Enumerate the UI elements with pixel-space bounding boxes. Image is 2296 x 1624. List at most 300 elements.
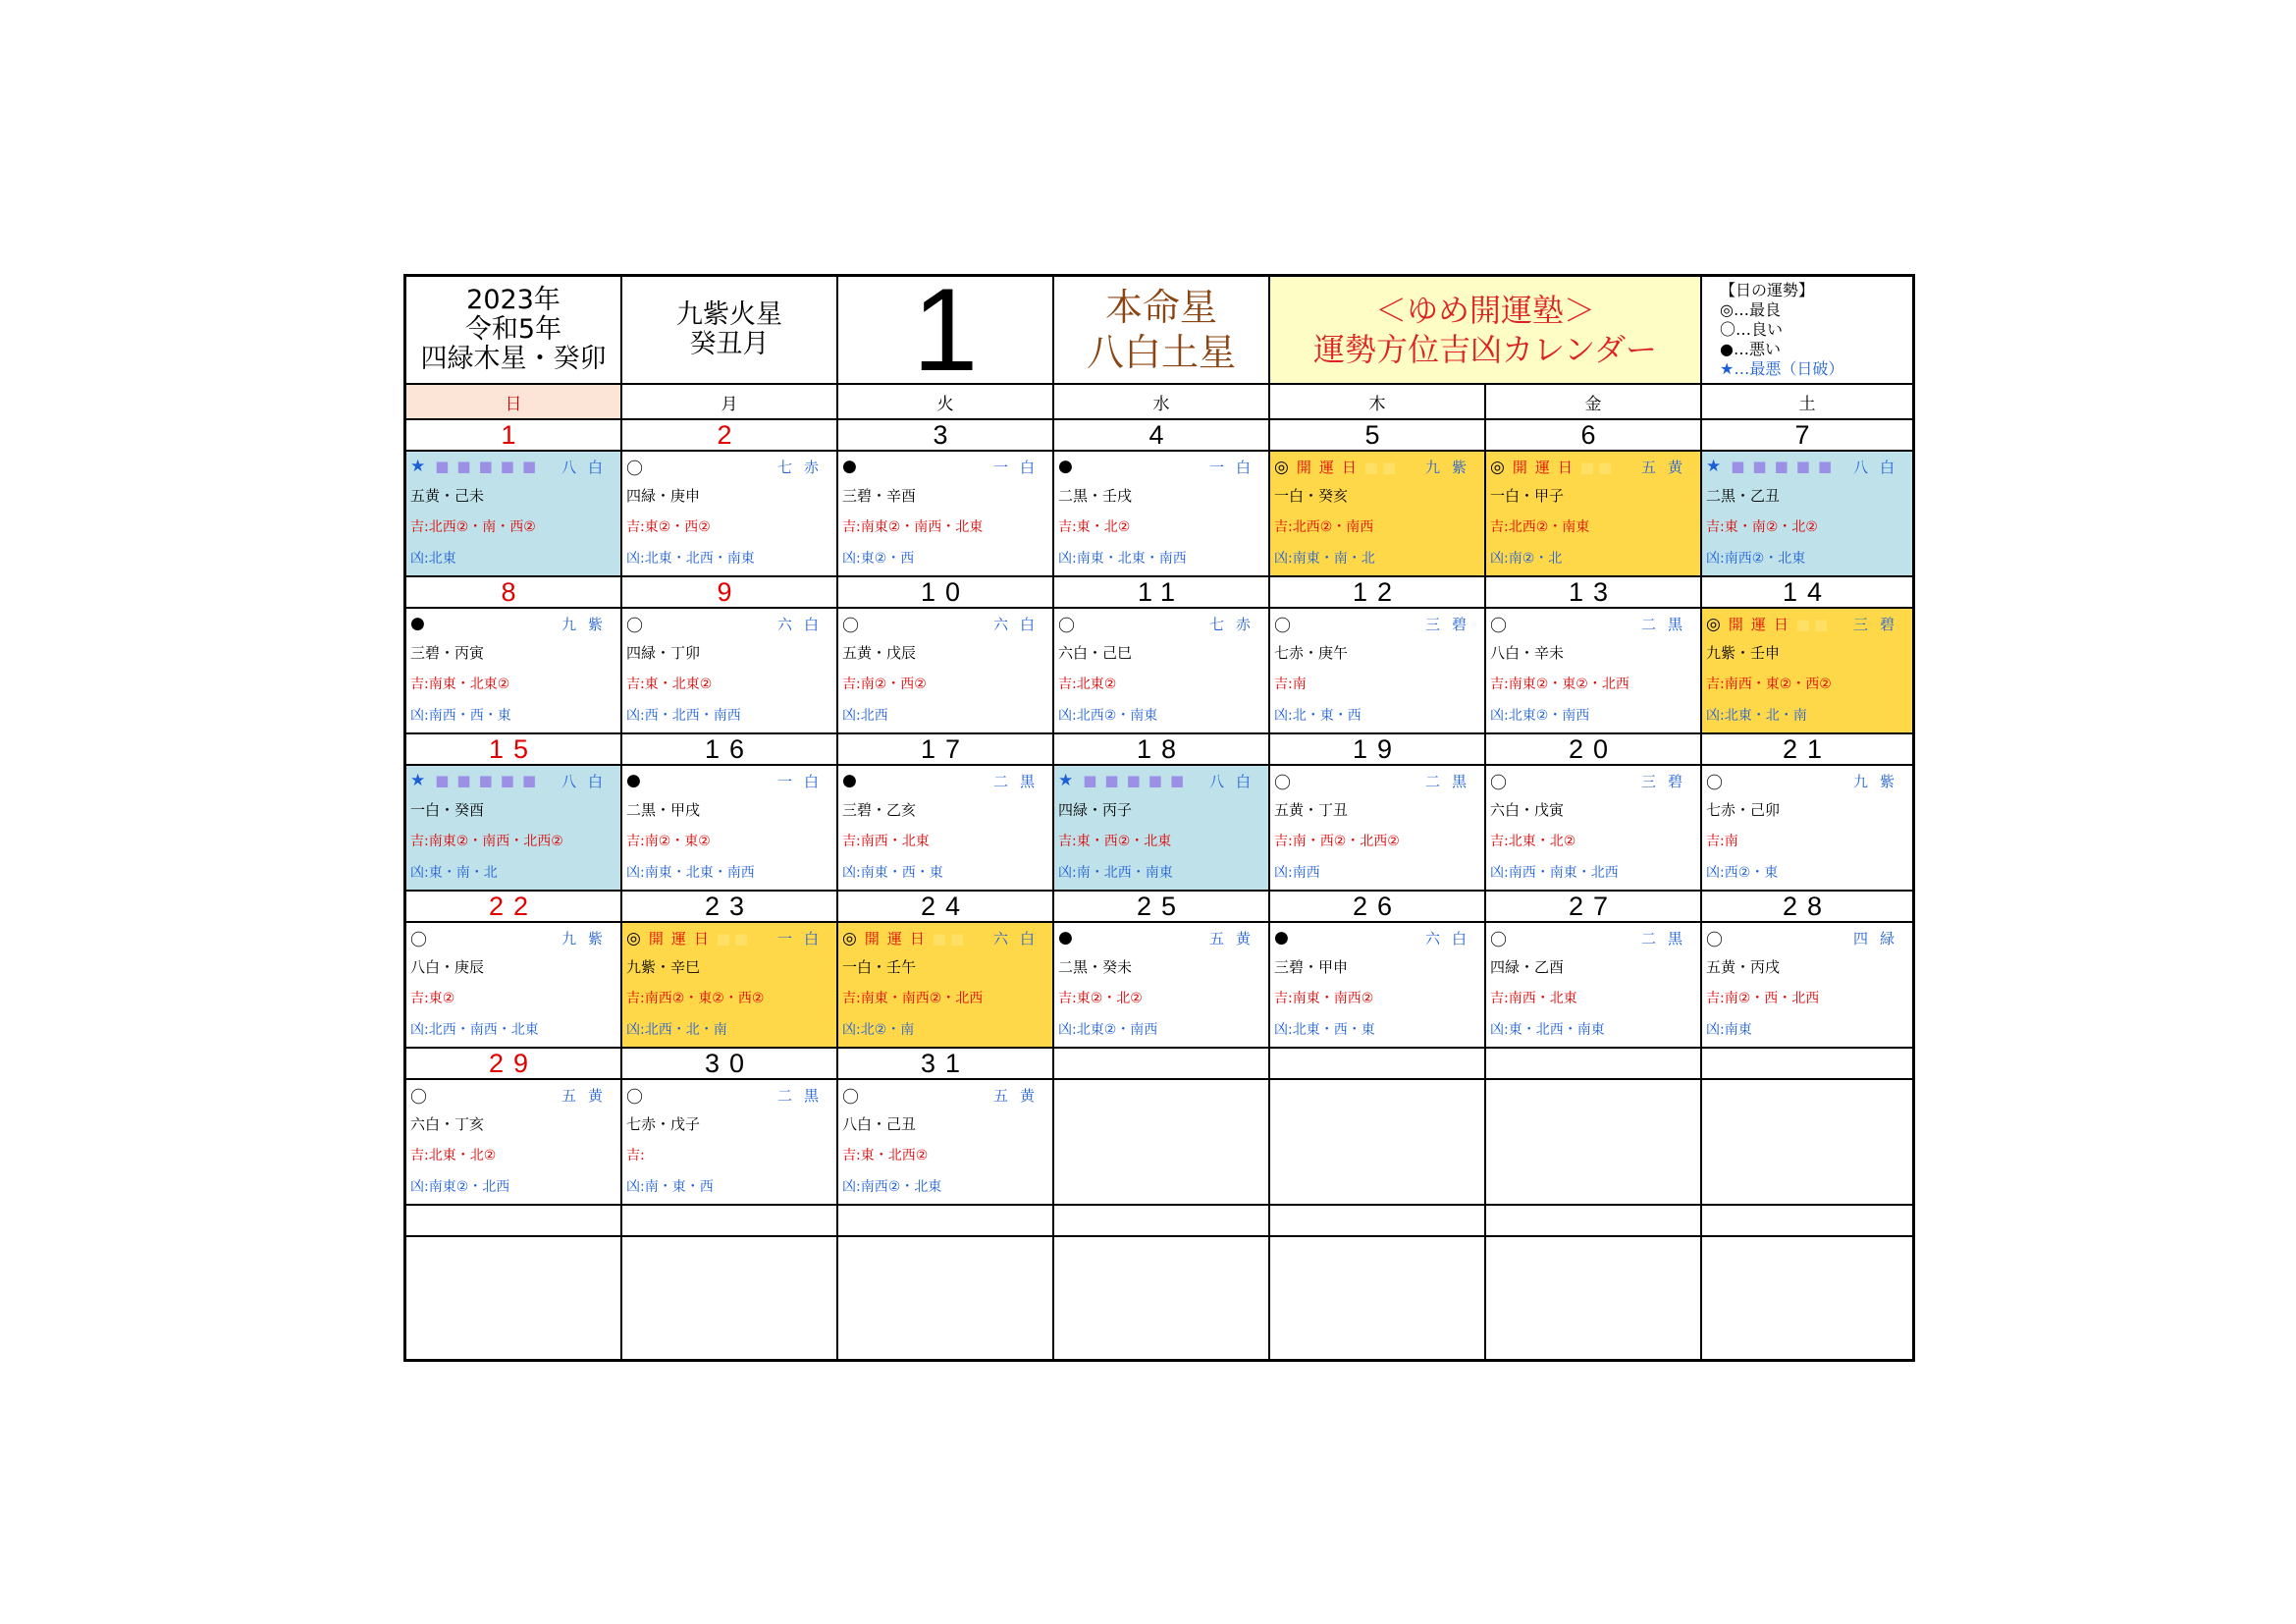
decor-squares-icon: ■■ bbox=[1363, 458, 1401, 476]
day-kanshi: 九紫・辛巳 bbox=[626, 958, 701, 976]
day-fortune-line bbox=[626, 613, 830, 634]
day-star: 八白 bbox=[1852, 458, 1906, 476]
day-star: 九紫 bbox=[561, 615, 614, 633]
day-fortune-line bbox=[1490, 1241, 1694, 1263]
lucky-directions: 吉:東②・北② bbox=[1058, 991, 1143, 1006]
day-cell bbox=[838, 1080, 1054, 1206]
day-star: 八白 bbox=[1208, 772, 1262, 790]
day-cell bbox=[406, 1237, 622, 1361]
lucky-directions: 吉:南東・南西② bbox=[1274, 991, 1374, 1006]
day-cell bbox=[1702, 923, 1912, 1049]
day-kanshi: 三碧・丙寅 bbox=[410, 644, 485, 662]
day-number bbox=[1702, 1206, 1912, 1237]
day-kanshi: 三碧・甲申 bbox=[1274, 958, 1349, 976]
day-fortune-line bbox=[626, 770, 830, 791]
unlucky-directions: 凶:北東・北・南 bbox=[1706, 708, 1807, 724]
lucky-directions: 吉:北西②・南・西② bbox=[410, 519, 536, 535]
day-number: 18 bbox=[1054, 734, 1270, 766]
fortune-left bbox=[1706, 614, 1832, 634]
unlucky-directions: 凶:北西②・南東 bbox=[1058, 708, 1158, 724]
fortune-mark-icon: 〇 bbox=[410, 930, 427, 950]
unlucky-directions: 凶:南西 bbox=[1274, 865, 1320, 881]
fortune-left bbox=[842, 1083, 859, 1108]
fortune-mark-icon: 〇 bbox=[1490, 930, 1507, 950]
day-number: 21 bbox=[1702, 734, 1912, 766]
lucky-directions: 吉:北西②・南東 bbox=[1490, 519, 1590, 535]
day-cell bbox=[406, 452, 622, 577]
fortune-left bbox=[1706, 769, 1723, 793]
day-star: 二黒 bbox=[776, 1086, 830, 1105]
day-fortune-line bbox=[626, 456, 830, 477]
day-number: 6 bbox=[1486, 420, 1702, 452]
title-line-1: ＜ゆめ開運塾＞ bbox=[1374, 292, 1595, 329]
day-fortune-line bbox=[1490, 770, 1694, 791]
year-star-label: 四緑木星・癸卯 bbox=[420, 344, 607, 374]
honmei-cell bbox=[1054, 277, 1270, 385]
fortune-left bbox=[626, 612, 643, 636]
day-number: 29 bbox=[406, 1049, 622, 1080]
day-cell bbox=[1054, 609, 1270, 734]
day-cell bbox=[1270, 609, 1486, 734]
fortune-mark-icon: 〇 bbox=[1490, 616, 1507, 636]
unlucky-directions: 凶:南②・北 bbox=[1490, 551, 1563, 567]
unlucky-directions: 凶:北東・西・東 bbox=[1274, 1022, 1375, 1038]
unlucky-directions: 凶:北東②・南西 bbox=[1490, 708, 1590, 724]
decor-squares-icon: ■■■■■ bbox=[1083, 772, 1193, 789]
day-kanshi: 五黄・戊辰 bbox=[842, 644, 917, 662]
fortune-left bbox=[1490, 926, 1507, 950]
day-number: 25 bbox=[1054, 892, 1270, 923]
fortune-mark-icon: ● bbox=[626, 771, 641, 790]
lucky-directions: 吉:東・西②・北東 bbox=[1058, 834, 1172, 849]
day-fortune-line bbox=[1274, 1241, 1478, 1263]
day-kanshi: 八白・己丑 bbox=[842, 1115, 917, 1133]
kaiun-label: 開運日 bbox=[1512, 458, 1580, 476]
day-star: 九紫 bbox=[1424, 458, 1478, 476]
day-cell bbox=[838, 452, 1054, 577]
day-number: 10 bbox=[838, 577, 1054, 609]
day-star: 七赤 bbox=[1208, 615, 1262, 633]
day-star: 九紫 bbox=[1852, 772, 1906, 790]
day-kanshi: 一白・癸酉 bbox=[410, 801, 485, 819]
fortune-calendar bbox=[403, 274, 1915, 1362]
day-number bbox=[406, 1206, 622, 1237]
day-number: 30 bbox=[622, 1049, 838, 1080]
fortune-left bbox=[1490, 612, 1507, 636]
day-kanshi: 二黒・癸未 bbox=[1058, 958, 1133, 976]
day-number: 27 bbox=[1486, 892, 1702, 923]
fortune-mark-icon: 〇 bbox=[626, 1087, 643, 1108]
fortune-left bbox=[842, 771, 857, 790]
lucky-directions: 吉:南 bbox=[1706, 834, 1738, 849]
month-info bbox=[622, 277, 838, 385]
lucky-directions: 吉:北東・北② bbox=[1490, 834, 1576, 849]
fortune-left bbox=[410, 1083, 427, 1108]
lucky-directions: 吉:東②・西② bbox=[626, 519, 711, 535]
lucky-directions: 吉:南西・北東 bbox=[842, 834, 930, 849]
day-number: 26 bbox=[1270, 892, 1486, 923]
decor-squares-icon: ■■ bbox=[716, 929, 753, 947]
day-fortune-line bbox=[842, 613, 1046, 634]
unlucky-directions: 凶:北東・北西・南東 bbox=[626, 551, 755, 567]
day-cell bbox=[406, 1080, 622, 1206]
day-cell bbox=[1054, 1080, 1270, 1206]
day-kanshi: 一白・甲子 bbox=[1490, 487, 1565, 505]
day-number bbox=[622, 1206, 838, 1237]
day-number: 23 bbox=[622, 892, 838, 923]
fortune-mark-icon: ● bbox=[1058, 928, 1073, 947]
day-star: 二黒 bbox=[1640, 929, 1694, 947]
decor-squares-icon: ■■ bbox=[932, 929, 969, 947]
kaiun-label: 開運日 bbox=[648, 929, 717, 947]
lucky-directions: 吉:北東② bbox=[1058, 677, 1117, 692]
day-cell bbox=[838, 923, 1054, 1049]
day-fortune-line bbox=[1058, 927, 1262, 948]
legend-title: 【日の運勢】 bbox=[1720, 281, 1815, 299]
fortune-mark-icon: ● bbox=[842, 457, 857, 476]
unlucky-directions: 凶:南東・南・北 bbox=[1274, 551, 1375, 567]
day-fortune-line bbox=[1274, 613, 1478, 634]
day-cell bbox=[1486, 1080, 1702, 1206]
fortune-left bbox=[410, 771, 544, 790]
lucky-directions: 吉:東・南②・北② bbox=[1706, 519, 1818, 535]
honmei-label: 本命星 bbox=[1104, 286, 1217, 329]
month-number-cell bbox=[838, 277, 1054, 385]
unlucky-directions: 凶:北②・南 bbox=[842, 1022, 915, 1038]
day-number: 8 bbox=[406, 577, 622, 609]
fortune-mark-icon: ● bbox=[1274, 928, 1289, 947]
fortune-left bbox=[1058, 771, 1192, 790]
day-kanshi: 二黒・甲戌 bbox=[626, 801, 701, 819]
lucky-directions: 吉:南・西②・北西② bbox=[1274, 834, 1400, 849]
day-fortune-line bbox=[1490, 1084, 1694, 1106]
fortune-left bbox=[1274, 612, 1291, 636]
lucky-directions: 吉:北西②・南西 bbox=[1274, 519, 1374, 535]
day-number: 13 bbox=[1486, 577, 1702, 609]
day-cell bbox=[406, 609, 622, 734]
unlucky-directions: 凶:西②・東 bbox=[1706, 865, 1779, 881]
day-number: 17 bbox=[838, 734, 1054, 766]
day-cell bbox=[1054, 452, 1270, 577]
kaiun-label: 開運日 bbox=[864, 929, 933, 947]
unlucky-directions: 凶:南東②・北西 bbox=[410, 1179, 510, 1195]
day-fortune-line bbox=[1706, 456, 1906, 477]
day-cell bbox=[1054, 766, 1270, 892]
day-star: 九紫 bbox=[561, 929, 614, 947]
legend bbox=[1702, 277, 1912, 385]
day-fortune-line bbox=[842, 927, 1046, 948]
day-kanshi: 六白・戊寅 bbox=[1490, 801, 1565, 819]
day-fortune-line bbox=[1274, 770, 1478, 791]
day-number: 16 bbox=[622, 734, 838, 766]
decor-squares-icon: ■■■■■ bbox=[435, 458, 545, 475]
fortune-left bbox=[1274, 769, 1291, 793]
legend-best: ◎…最良 bbox=[1720, 300, 1781, 319]
unlucky-directions: 凶:東・北西・南東 bbox=[1490, 1022, 1605, 1038]
day-star: 一白 bbox=[776, 929, 830, 947]
day-fortune-line bbox=[626, 927, 830, 948]
day-star: 五黄 bbox=[992, 1086, 1046, 1105]
fortune-left bbox=[410, 457, 544, 476]
kaiun-label: 開運日 bbox=[1728, 615, 1796, 633]
day-kanshi: 九紫・壬申 bbox=[1706, 644, 1781, 662]
unlucky-directions: 凶:南西・南東・北西 bbox=[1490, 865, 1619, 881]
day-cell bbox=[1702, 1237, 1912, 1361]
fortune-left bbox=[1706, 457, 1840, 476]
lucky-directions: 吉:南東②・東②・北西 bbox=[1490, 677, 1629, 692]
fortune-left bbox=[410, 926, 427, 950]
fortune-left bbox=[626, 455, 643, 479]
day-fortune-line bbox=[1274, 1084, 1478, 1106]
day-star: 六白 bbox=[992, 615, 1046, 633]
day-fortune-line bbox=[410, 1084, 614, 1106]
day-kanshi: 三碧・乙亥 bbox=[842, 801, 917, 819]
day-fortune-line bbox=[1706, 613, 1906, 634]
lucky-directions: 吉:東・北② bbox=[1058, 519, 1131, 535]
day-number: 31 bbox=[838, 1049, 1054, 1080]
day-fortune-line bbox=[1274, 927, 1478, 948]
day-fortune-line bbox=[1490, 613, 1694, 634]
day-kanshi: 三碧・辛酉 bbox=[842, 487, 917, 505]
day-cell bbox=[1054, 923, 1270, 1049]
day-cell bbox=[622, 923, 838, 1049]
year-info bbox=[406, 277, 622, 385]
unlucky-directions: 凶:南東・北東・南西 bbox=[626, 865, 755, 881]
fortune-mark-icon: ◎ bbox=[1274, 457, 1289, 477]
day-cell bbox=[1270, 1080, 1486, 1206]
day-cell bbox=[838, 766, 1054, 892]
unlucky-directions: 凶:南東 bbox=[1706, 1022, 1752, 1038]
day-number: 3 bbox=[838, 420, 1054, 452]
day-number: 28 bbox=[1702, 892, 1912, 923]
day-number: 9 bbox=[622, 577, 838, 609]
day-cell bbox=[1486, 452, 1702, 577]
day-fortune-line bbox=[410, 770, 614, 791]
day-number: 22 bbox=[406, 892, 622, 923]
fortune-mark-icon: ◎ bbox=[1706, 614, 1721, 634]
day-cell bbox=[1270, 452, 1486, 577]
fortune-left bbox=[1490, 457, 1616, 477]
day-kanshi: 八白・庚辰 bbox=[410, 958, 485, 976]
fortune-mark-icon: ★ bbox=[410, 457, 426, 476]
day-star: 三碧 bbox=[1852, 615, 1906, 633]
day-star: 二黒 bbox=[1424, 772, 1478, 790]
lucky-directions: 吉:南東・北東② bbox=[410, 677, 510, 692]
day-cell bbox=[406, 766, 622, 892]
day-star: 四緑 bbox=[1852, 929, 1906, 947]
legend-good: 〇…良い bbox=[1720, 320, 1784, 339]
day-fortune-line bbox=[410, 456, 614, 477]
day-cell bbox=[1054, 1237, 1270, 1361]
day-kanshi: 七赤・己卯 bbox=[1706, 801, 1781, 819]
fortune-mark-icon: ◎ bbox=[1490, 457, 1505, 477]
day-cell bbox=[622, 766, 838, 892]
day-cell bbox=[622, 452, 838, 577]
day-star: 二黒 bbox=[992, 772, 1046, 790]
weekday-sun: 日 bbox=[406, 385, 622, 420]
day-cell bbox=[1486, 766, 1702, 892]
day-star: 八白 bbox=[561, 772, 614, 790]
day-fortune-line bbox=[626, 1084, 830, 1106]
fortune-mark-icon: ★ bbox=[410, 771, 426, 790]
lucky-directions: 吉:南②・西・北西 bbox=[1706, 991, 1820, 1006]
fortune-left bbox=[626, 928, 752, 948]
day-cell bbox=[622, 609, 838, 734]
day-cell bbox=[1486, 1237, 1702, 1361]
fortune-mark-icon: ● bbox=[842, 771, 857, 790]
day-fortune-line bbox=[1706, 1241, 1906, 1263]
month-star-label: 九紫火星 bbox=[676, 299, 782, 330]
fortune-left bbox=[1058, 612, 1075, 636]
unlucky-directions: 凶:北西 bbox=[842, 708, 888, 724]
fortune-left bbox=[410, 614, 425, 633]
day-kanshi: 二黒・壬戌 bbox=[1058, 487, 1133, 505]
unlucky-directions: 凶:北・東・西 bbox=[1274, 708, 1362, 724]
day-number bbox=[838, 1206, 1054, 1237]
day-number: 12 bbox=[1270, 577, 1486, 609]
fortune-mark-icon: ◎ bbox=[842, 928, 857, 948]
fortune-mark-icon: 〇 bbox=[626, 616, 643, 636]
day-star: 三碧 bbox=[1640, 772, 1694, 790]
day-number bbox=[1486, 1206, 1702, 1237]
day-cell bbox=[622, 1080, 838, 1206]
unlucky-directions: 凶:北西・北・南 bbox=[626, 1022, 727, 1038]
day-number: 7 bbox=[1702, 420, 1912, 452]
day-kanshi: 六白・己巳 bbox=[1058, 644, 1133, 662]
unlucky-directions: 凶:南東・北東・南西 bbox=[1058, 551, 1187, 567]
day-cell bbox=[838, 609, 1054, 734]
day-fortune-line bbox=[626, 1241, 830, 1263]
day-star: 三碧 bbox=[1424, 615, 1478, 633]
day-cell bbox=[406, 923, 622, 1049]
fortune-left bbox=[1706, 926, 1723, 950]
lucky-directions: 吉:南東②・南西・北西② bbox=[410, 834, 563, 849]
lucky-directions: 吉:南 bbox=[1274, 677, 1307, 692]
day-fortune-line bbox=[1706, 927, 1906, 948]
day-kanshi: 五黄・丁丑 bbox=[1274, 801, 1349, 819]
decor-squares-icon: ■■ bbox=[1795, 615, 1833, 633]
fortune-mark-icon: 〇 bbox=[1058, 616, 1075, 636]
unlucky-directions: 凶:西・北西・南西 bbox=[626, 708, 741, 724]
lucky-directions: 吉:南東・南西②・北西 bbox=[842, 991, 984, 1006]
lucky-directions: 吉:南東②・南西・北東 bbox=[842, 519, 984, 535]
day-cell bbox=[1702, 452, 1912, 577]
day-fortune-line bbox=[842, 1241, 1046, 1263]
lucky-directions: 吉:北東・北② bbox=[410, 1148, 497, 1164]
kaiun-label: 開運日 bbox=[1296, 458, 1364, 476]
day-number bbox=[1270, 1206, 1486, 1237]
day-cell bbox=[1270, 923, 1486, 1049]
lucky-directions: 吉:東・北西② bbox=[842, 1148, 929, 1164]
day-fortune-line bbox=[410, 613, 614, 634]
calendar-grid bbox=[406, 277, 1912, 1359]
month-kanshi-label: 癸丑月 bbox=[689, 329, 770, 359]
day-fortune-line bbox=[1706, 1084, 1906, 1106]
day-kanshi: 五黄・己未 bbox=[410, 487, 485, 505]
weekday-thu: 木 bbox=[1270, 385, 1486, 420]
unlucky-directions: 凶:南東・西・東 bbox=[842, 865, 943, 881]
day-cell bbox=[622, 1237, 838, 1361]
day-number bbox=[1054, 1049, 1270, 1080]
day-kanshi: 二黒・乙丑 bbox=[1706, 487, 1781, 505]
fortune-mark-icon: ★ bbox=[1058, 771, 1074, 790]
day-cell bbox=[1486, 923, 1702, 1049]
fortune-left bbox=[1274, 457, 1400, 477]
day-cell bbox=[1270, 1237, 1486, 1361]
day-cell bbox=[1702, 1080, 1912, 1206]
fortune-left bbox=[842, 457, 857, 476]
day-fortune-line bbox=[1490, 456, 1694, 477]
day-fortune-line bbox=[410, 927, 614, 948]
day-fortune-line bbox=[410, 1241, 614, 1263]
fortune-mark-icon: 〇 bbox=[842, 1087, 859, 1108]
unlucky-directions: 凶:北西・南西・北東 bbox=[410, 1022, 539, 1038]
day-kanshi: 七赤・戊子 bbox=[626, 1115, 701, 1133]
day-star: 六白 bbox=[992, 929, 1046, 947]
day-cell bbox=[838, 1237, 1054, 1361]
unlucky-directions: 凶:東②・西 bbox=[842, 551, 915, 567]
day-fortune-line bbox=[1058, 1084, 1262, 1106]
lucky-directions: 吉:南西・北東 bbox=[1490, 991, 1577, 1006]
fortune-mark-icon: 〇 bbox=[1274, 773, 1291, 793]
day-number: 5 bbox=[1270, 420, 1486, 452]
day-fortune-line bbox=[1058, 456, 1262, 477]
lucky-directions: 吉:南西②・東②・西② bbox=[626, 991, 765, 1006]
day-number: 20 bbox=[1486, 734, 1702, 766]
unlucky-directions: 凶:南・東・西 bbox=[626, 1179, 714, 1195]
honmei-star: 八白土星 bbox=[1086, 331, 1236, 374]
era-label: 令和5年 bbox=[464, 314, 562, 345]
day-star: 一白 bbox=[776, 772, 830, 790]
day-fortune-line bbox=[1058, 613, 1262, 634]
fortune-left bbox=[626, 1083, 643, 1108]
day-fortune-line bbox=[1706, 770, 1906, 791]
day-cell bbox=[1702, 766, 1912, 892]
day-fortune-line bbox=[1274, 456, 1478, 477]
day-number: 15 bbox=[406, 734, 622, 766]
day-number: 11 bbox=[1054, 577, 1270, 609]
fortune-mark-icon: 〇 bbox=[1706, 930, 1723, 950]
fortune-left bbox=[1058, 928, 1073, 947]
fortune-mark-icon: 〇 bbox=[842, 616, 859, 636]
fortune-left bbox=[626, 771, 641, 790]
day-kanshi: 一白・壬午 bbox=[842, 958, 917, 976]
lucky-directions: 吉:南②・東② bbox=[626, 834, 711, 849]
lucky-directions: 吉: bbox=[626, 1148, 645, 1164]
unlucky-directions: 凶:南西・西・東 bbox=[410, 708, 511, 724]
day-cell bbox=[1486, 609, 1702, 734]
day-kanshi: 一白・癸亥 bbox=[1274, 487, 1349, 505]
day-number: 1 bbox=[406, 420, 622, 452]
day-cell bbox=[1702, 609, 1912, 734]
day-number: 4 bbox=[1054, 420, 1270, 452]
day-number: 19 bbox=[1270, 734, 1486, 766]
day-kanshi: 五黄・丙戌 bbox=[1706, 958, 1781, 976]
day-fortune-line bbox=[1058, 770, 1262, 791]
day-star: 八白 bbox=[561, 458, 614, 476]
legend-worst: ★…最悪（日破） bbox=[1720, 359, 1844, 378]
decor-squares-icon: ■■■■■ bbox=[1731, 458, 1841, 475]
day-cell bbox=[1270, 766, 1486, 892]
weekday-fri: 金 bbox=[1486, 385, 1702, 420]
day-number: 14 bbox=[1702, 577, 1912, 609]
fortune-mark-icon: ● bbox=[410, 614, 425, 633]
weekday-wed: 水 bbox=[1054, 385, 1270, 420]
day-star: 二黒 bbox=[1640, 615, 1694, 633]
day-fortune-line bbox=[1490, 927, 1694, 948]
fortune-mark-icon: 〇 bbox=[410, 1087, 427, 1108]
fortune-left bbox=[1274, 928, 1289, 947]
